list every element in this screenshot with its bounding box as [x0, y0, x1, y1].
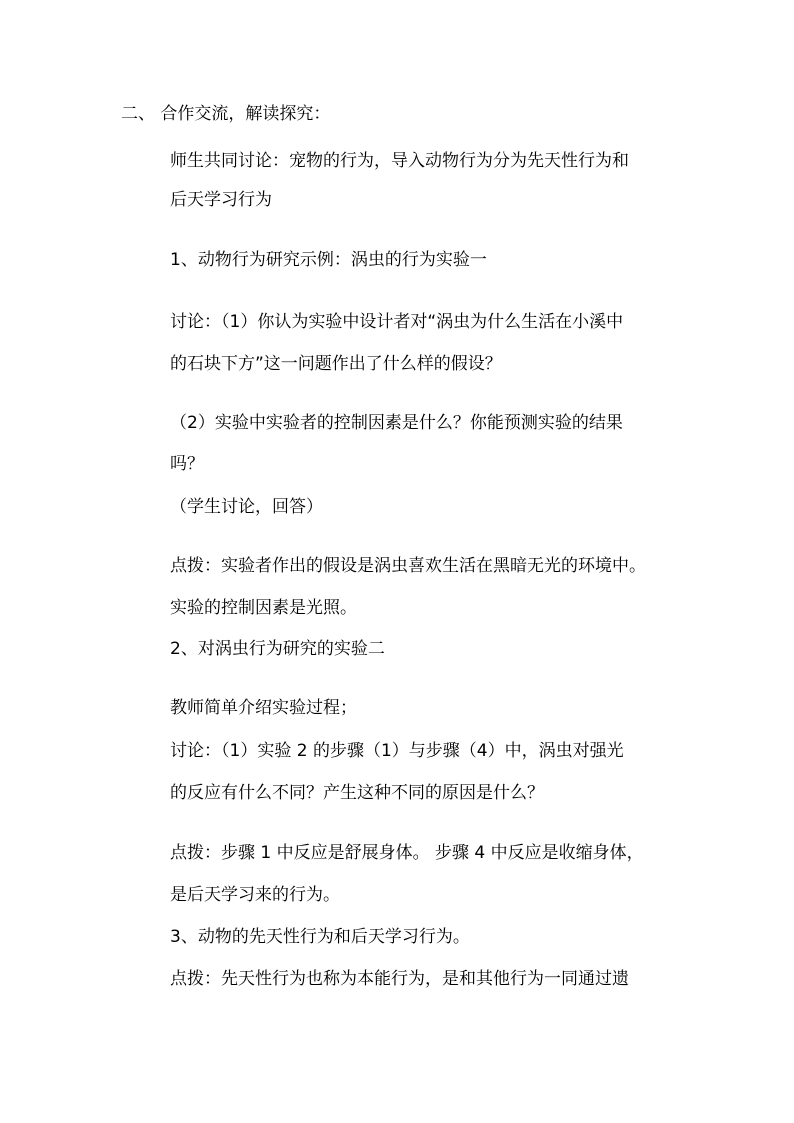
discussion-question-3-cont: 的反应有什么不同？产生这种不同的原因是什么？: [170, 783, 544, 803]
student-note: （学生讨论，回答）: [170, 497, 323, 517]
discussion-question-1: 讨论：（1）你认为实验中设计者对“涡虫为什么生活在小溪中: [170, 312, 624, 332]
subheading-3: 3、动物的先天性行为和后天学习行为。: [170, 927, 470, 947]
paragraph-line: 师生共同讨论：宠物的行为，导入动物行为分为先天性行为和: [170, 151, 629, 171]
paragraph-line: 后天学习行为: [170, 190, 272, 210]
paragraph-line: 教师简单介绍实验过程；: [170, 698, 357, 718]
tip-line-cont: 实验的控制因素是光照。: [170, 598, 357, 618]
subheading-1: 1、动物行为研究示例：涡虫的行为实验一: [170, 250, 487, 270]
discussion-question-1-cont: 的石块下方”这一问题作出了什么样的假设？: [170, 354, 502, 374]
discussion-question-3: 讨论：（1）实验 2 的步骤（1）与步骤（4）中，涡虫对强光: [170, 741, 624, 761]
tip-line-cont: 是后天学习来的行为。: [170, 885, 340, 905]
section-heading: 二、 合作交流，解读探究：: [121, 104, 331, 124]
tip-line: 点拨：步骤 1 中反应是舒展身体。 步骤 4 中反应是收缩身体，: [170, 843, 644, 863]
discussion-question-2: （2）实验中实验者的控制因素是什么？你能预测实验的结果: [170, 413, 623, 433]
tip-line: 点拨：先天性行为也称为本能行为，是和其他行为一同通过遗: [170, 969, 629, 989]
subheading-2: 2、对涡虫行为研究的实验二: [170, 639, 385, 659]
tip-line: 点拨：实验者作出的假设是涡虫喜欢生活在黑暗无光的环境中。: [170, 556, 646, 576]
discussion-question-2-cont: 吗？: [170, 454, 204, 474]
